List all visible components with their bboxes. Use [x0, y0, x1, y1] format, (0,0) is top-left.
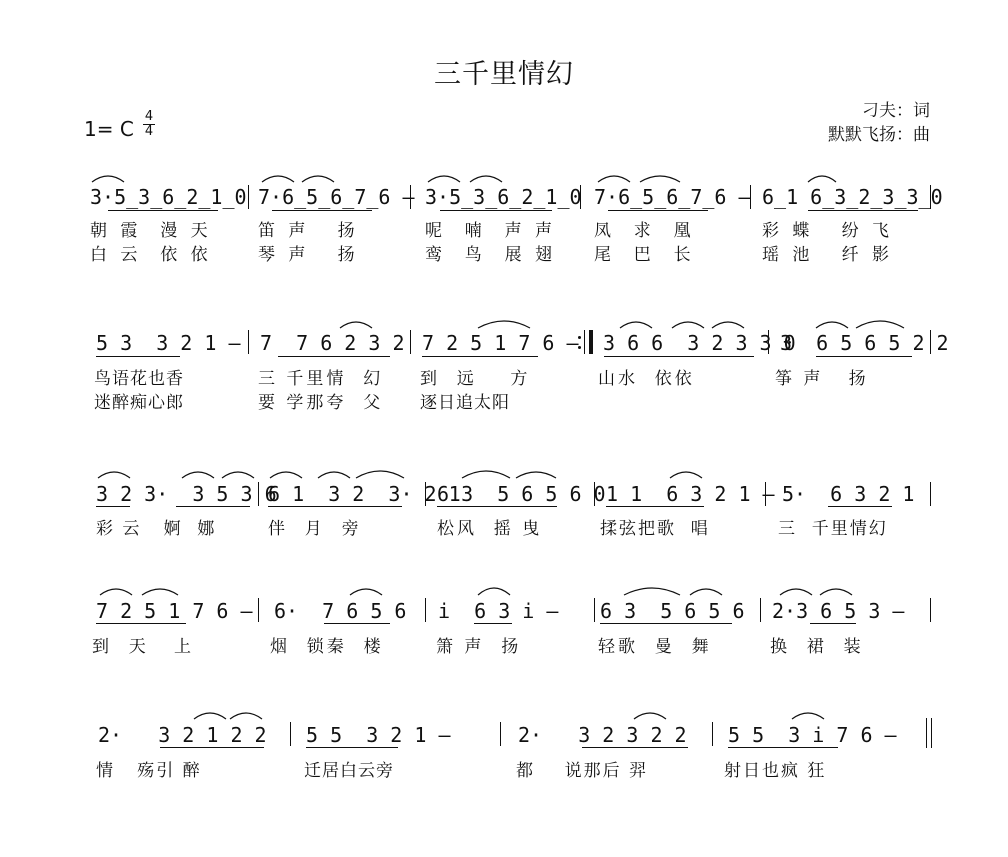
slur — [428, 176, 460, 182]
lyric-line-1: 凤 求 凰 — [594, 221, 695, 241]
measure-notes: 3·5̲3̲6̲2̲1̲0 — [425, 185, 582, 209]
bar-line — [760, 598, 761, 622]
beam-underline — [440, 210, 552, 211]
lyric-line-1: 鸟语花也香 — [94, 369, 184, 389]
lyric-line-1: 笛 声 扬 — [258, 221, 359, 241]
slur — [792, 713, 824, 719]
bar-line — [425, 598, 426, 622]
measure-notes: 3 2 3· 3 5 3 6 — [96, 482, 277, 506]
slur — [624, 588, 680, 595]
beam-underline — [810, 623, 856, 624]
slur — [340, 322, 372, 328]
bar-line — [930, 482, 931, 506]
lyric-line-1: 到 远 方 — [420, 369, 531, 389]
measure-notes: 6 1 3 2 3· 2 1 — [268, 482, 461, 506]
bar-line — [930, 598, 931, 622]
slur — [808, 176, 836, 182]
measure-notes: 5· 6 3 2 1 — [782, 482, 915, 506]
slur — [620, 322, 652, 328]
bar-line — [258, 598, 259, 622]
lyric-line-1: 筝 声 扬 — [775, 369, 869, 389]
time-signature-bottom: 4 — [144, 124, 154, 139]
bar-line — [594, 598, 595, 622]
beam-underline — [604, 356, 754, 357]
measure-notes: 7 2 5 1 7 6 — — [422, 331, 579, 355]
slur — [318, 472, 350, 478]
slur — [640, 176, 680, 182]
lyric-line-1: 山水 依依 — [598, 369, 695, 389]
lyric-line-1: 到 天 上 — [92, 637, 195, 657]
final-bar-line — [926, 718, 927, 748]
slur — [92, 176, 124, 182]
lyric-line-1: 伴 月 旁 — [268, 519, 362, 539]
slur — [356, 471, 404, 478]
lyric-line-1: 朝 霞 漫 天 — [90, 221, 212, 241]
beam-underline — [728, 747, 838, 748]
beam-underline — [176, 506, 250, 507]
measure-notes: 5 3 3 2 1 — — [96, 331, 241, 355]
lyric-line-2: 尾 巴 长 — [594, 245, 695, 265]
lyric-line-1: 彩 蝶 纷 飞 — [762, 221, 894, 241]
measure-notes: 7 7 6 2 3 2 — [260, 331, 405, 355]
measure-notes: 6 3 5 6 5 6 — [600, 599, 745, 623]
lyric-line-2: 白 云 依 依 — [90, 245, 212, 265]
beam-underline — [816, 356, 912, 357]
slur — [598, 176, 630, 182]
lyric-line-1: 换 裙 装 — [770, 637, 864, 657]
slur — [182, 472, 214, 478]
bar-line — [248, 330, 249, 354]
slur — [670, 472, 702, 478]
bar-line — [500, 722, 501, 746]
beam-underline — [96, 506, 130, 507]
lyric-line-1: 松风 摇 曳 — [437, 519, 543, 539]
slur — [222, 472, 254, 478]
lyric-line-1: 迁居白云旁 — [304, 761, 394, 781]
slur — [350, 589, 382, 595]
lyric-line-1: 彩 云 婀 娜 — [96, 519, 217, 539]
slur — [816, 322, 848, 328]
lyric-line-1: 射日也疯 狂 — [724, 761, 827, 781]
measure-notes: 5 5 3 2 1 — — [306, 723, 451, 747]
lyric-line-1: 轻歌 曼 舞 — [598, 637, 712, 657]
measure-notes: 7 2 5 1 7 6 — — [96, 599, 253, 623]
measure-notes: 3·5̲3̲6̲2̲1̲0 — [90, 185, 247, 209]
slur — [478, 321, 530, 328]
beam-underline — [608, 210, 708, 211]
lyric-line-1: 三 千里情 幻 — [258, 369, 384, 389]
slur — [516, 472, 556, 478]
beam-underline — [606, 506, 704, 507]
time-signature-top: 4 — [144, 109, 154, 124]
slur — [712, 322, 744, 328]
lyricist-credit: 刁夫：词 — [862, 101, 930, 121]
lyric-line-1: 箫 声 扬 — [436, 637, 522, 657]
slur — [262, 176, 294, 182]
beam-underline — [108, 210, 218, 211]
beam-underline — [808, 210, 918, 211]
slur — [470, 176, 502, 182]
lyric-line-1: 呢 喃 声 声 — [425, 221, 557, 241]
bar-line — [290, 722, 291, 746]
beam-underline — [437, 506, 557, 507]
slur — [302, 176, 334, 182]
slur — [270, 472, 302, 478]
repeat-bar-line — [584, 330, 585, 354]
slur — [478, 588, 510, 595]
measure-notes: 2· 3 2 1 2 2 — [98, 723, 267, 747]
measure-notes: i 6 3 i — — [438, 599, 559, 623]
measure-notes: 3 6 5 6 5 2 2 — [780, 331, 949, 355]
time-signature — [142, 110, 156, 139]
measure-notes: 6· 7 6 5 6 — [274, 599, 407, 623]
measure-notes: 7·6̲5̲6̲7̲6 — — [258, 185, 415, 209]
lyric-line-2: 鸾 鸟 展 翅 — [425, 245, 557, 265]
composer-credit: 默默飞扬：曲 — [828, 125, 930, 145]
beam-underline — [324, 623, 390, 624]
slur — [230, 713, 262, 719]
slur — [820, 589, 852, 595]
slur — [672, 322, 704, 328]
lyric-line-1: 都 说那后 羿 — [516, 761, 649, 781]
beam-underline — [96, 623, 186, 624]
lyric-line-1: 揉弦把歌 唱 — [600, 519, 710, 539]
slur — [100, 589, 132, 595]
measure-notes: 1 1 6 3 2 1 — — [606, 482, 775, 506]
lyric-line-2: 迷醉痴心郎 — [94, 393, 184, 413]
slur — [780, 589, 812, 595]
song-title: 三千里情幻 — [434, 59, 574, 90]
measure-notes: 6̲1 6̲3̲2̲3̲3̲0 — [762, 185, 943, 209]
beam-underline — [160, 747, 264, 748]
beam-underline — [582, 747, 688, 748]
lyric-line-2: 逐日追太阳 — [420, 393, 510, 413]
key-signature: 1= C — [84, 117, 134, 141]
slur — [690, 589, 722, 595]
lyric-line-2: 瑶 池 纤 影 — [762, 245, 894, 265]
beam-underline — [600, 623, 732, 624]
measure-notes: 3 6 6 3 2 3 3 0 — [603, 331, 796, 355]
lyric-line-1: 情 殇引 醉 — [96, 761, 202, 781]
slur — [462, 471, 510, 478]
final-bar-line — [931, 718, 932, 748]
measure-notes: 5 5 3 i 7 6 — — [728, 723, 897, 747]
beam-underline — [828, 506, 892, 507]
lyric-line-1: 烟 锁秦 楼 — [270, 637, 384, 657]
slur — [142, 589, 178, 595]
bar-line — [712, 722, 713, 746]
measure-notes: 2· 3 2 3 2 2 — [518, 723, 687, 747]
bar-line — [410, 330, 411, 354]
repeat-bar-line-thick — [589, 330, 593, 354]
beam-underline — [474, 623, 512, 624]
beam-underline — [268, 506, 402, 507]
slur — [98, 472, 130, 478]
slur — [194, 713, 226, 719]
beam-underline — [272, 210, 372, 211]
lyric-line-2: 要 学那夸 父 — [258, 393, 384, 413]
lyric-line-1: 三 千里情幻 — [778, 519, 888, 539]
beam-underline — [422, 356, 538, 357]
measure-notes: 7·6̲5̲6̲7̲6 — — [594, 185, 751, 209]
measure-notes: 6 3 5 6 5 6 0 — [437, 482, 606, 506]
slur — [856, 321, 904, 328]
bar-line — [248, 185, 249, 209]
beam-underline — [96, 356, 180, 357]
lyric-line-2: 琴 声 扬 — [258, 245, 359, 265]
beam-underline — [278, 356, 390, 357]
beam-underline — [306, 747, 398, 748]
measure-notes: 2·3 6 5 3 — — [772, 599, 905, 623]
slur — [634, 713, 666, 719]
